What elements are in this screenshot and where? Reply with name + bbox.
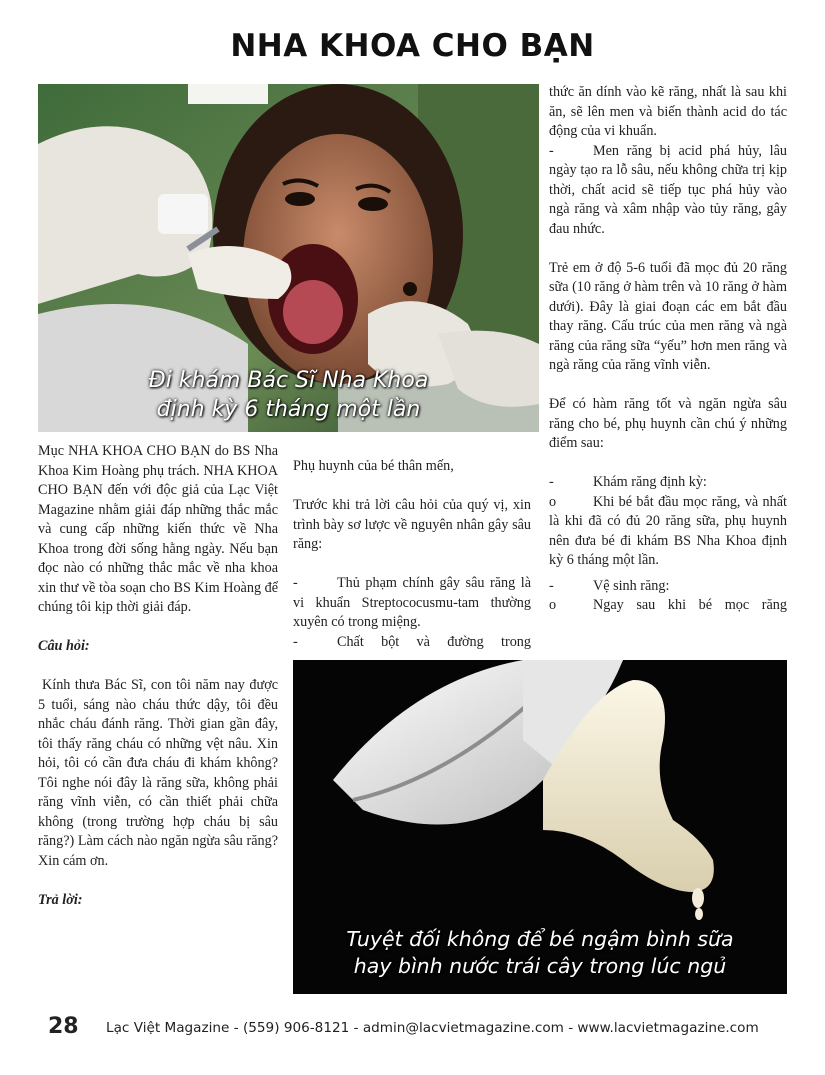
baby-bottle-photo [293, 660, 787, 994]
question-paragraph: Kính thưa Bác Sĩ, con tôi năm nay được 5 tuổi, sáng nào cháu thức dậy, tôi đều nhắc cháu đánh răng. Thời gian gần đây, tôi thấy răng cháu có những vệt nâu. Xin hỏi, tôi có cần đưa cháu đi khám không? Tôi nghe nói đây là răng sữa, không phải răng vĩnh viễn, có cần thiết phải chữa không (trong trường hợp cháu bị sâu răng?) Làm cách nào ngăn ngừa sâu răng? Xin cám ơn. [38, 677, 278, 869]
sub-bullet-marker: o [549, 597, 557, 613]
baby-bottle-caption [293, 926, 787, 980]
prevention-subitem-1: o Khi bé bắt đầu mọc răng, và nhất là khi đã có đủ 20 răng sữa, phụ huynh nên đưa bé đi khám BS Nha Khoa định kỳ 6 tháng một lần. [549, 493, 787, 568]
intro-paragraph: Mục NHA KHOA CHO BẠN do BS Nha Khoa Kim Hoàng phụ trách. NHA KHOA CHO BẠN đến với độc giả của Lạc Việt Magazine nhằm giải đáp những thắc mắc và cung cấp những kiến thức về Nha Khoa trong đời sống hằng ngày. Nếu bạn đọc nào có những thắc mắc về nha khoa xin thư về tòa soạn cho BS Kim Hoàng để chúng tôi kịp thời giải đáp. [38, 443, 278, 615]
cause-intro-paragraph: Trước khi trả lời câu hỏi của quý vị, xin trình bày sơ lược về nguyên nhân gây sâu răng: [293, 497, 531, 552]
bullet-marker: - [549, 474, 554, 490]
prevention-item-2: - Vệ sinh răng: [549, 577, 787, 597]
bullet-marker: - [293, 633, 298, 650]
footer-contact-line: Lạc Việt Magazine - (559) 906-8121 - admin@lacvietmagazine.com - www.lacvietmagazine.com [106, 1020, 759, 1036]
column-3 [549, 83, 787, 616]
column-1 [38, 442, 278, 910]
dental-exam-photo [38, 84, 539, 432]
baby-bottle-caption-line-2: hay bình nước trái cây trong lúc ngủ [353, 954, 727, 978]
bullet-marker: - [293, 575, 298, 591]
cause-bullet-2-continued: thức ăn dính vào kẽ răng, nhất là sau khi ăn, sẽ lên men và biến thành acid do tác động của vi khuẩn. [549, 84, 787, 139]
baby-teeth-paragraph: Trẻ em ở độ 5-6 tuổi đã mọc đủ 20 răng sữa (10 răng ở hàm trên và 10 răng ở hàm dưới). Đây là giai đoạn các em bắt đầu thay răng. Cấu trúc của men răng và ngà răng của răng sữa “yếu” hơn men răng và ngà răng của răng vĩnh viễn. [549, 259, 787, 373]
cause-bullet-3: - Men răng bị acid phá hủy, lâu ngày tạo ra lỗ sâu, nếu không chữa trị kịp thời, chất acid sẽ tiếp tục phá hủy vào ngà răng và xâm nhập vào tủy răng, gây đau nhức. [549, 142, 787, 237]
cause-bullet-2: - Chất bột và đường trong [293, 633, 531, 653]
sub-bullet-marker: o [549, 493, 557, 510]
prevention-subitem-2: o Ngay sau khi bé mọc răng [549, 596, 787, 616]
question-heading: Câu hỏi: [38, 638, 90, 654]
dental-exam-caption-line-2: định kỳ 6 tháng một lần [156, 397, 421, 422]
bullet-marker: - [549, 142, 554, 159]
bullet-marker: - [549, 577, 554, 594]
answer-heading: Trả lời: [38, 891, 83, 908]
baby-bottle-caption-line-1: Tuyệt đối không để bé ngậm bình sữa [346, 927, 734, 951]
dental-exam-caption [38, 366, 539, 424]
page-number: 28 [48, 1014, 79, 1039]
article-title: NHA KHOA CHO BẠN [230, 28, 595, 64]
greeting-line: Phụ huynh của bé thân mến, [293, 458, 454, 474]
column-2 [293, 457, 531, 652]
cause-bullet-1: - Thủ phạm chính gây sâu răng là vi khuẩn Streptococusmu-tam thường xuyên có trong miệng. [293, 575, 531, 630]
dental-exam-caption-line-1: Đi khám Bác Sĩ Nha Khoa [148, 368, 429, 393]
prevention-item-1: - Khám răng định kỳ: [549, 473, 787, 493]
prevention-intro-paragraph: Để có hàm răng tốt và ngăn ngừa sâu răng cho bé, phụ huynh cần chú ý những điểm sau: [549, 396, 787, 451]
